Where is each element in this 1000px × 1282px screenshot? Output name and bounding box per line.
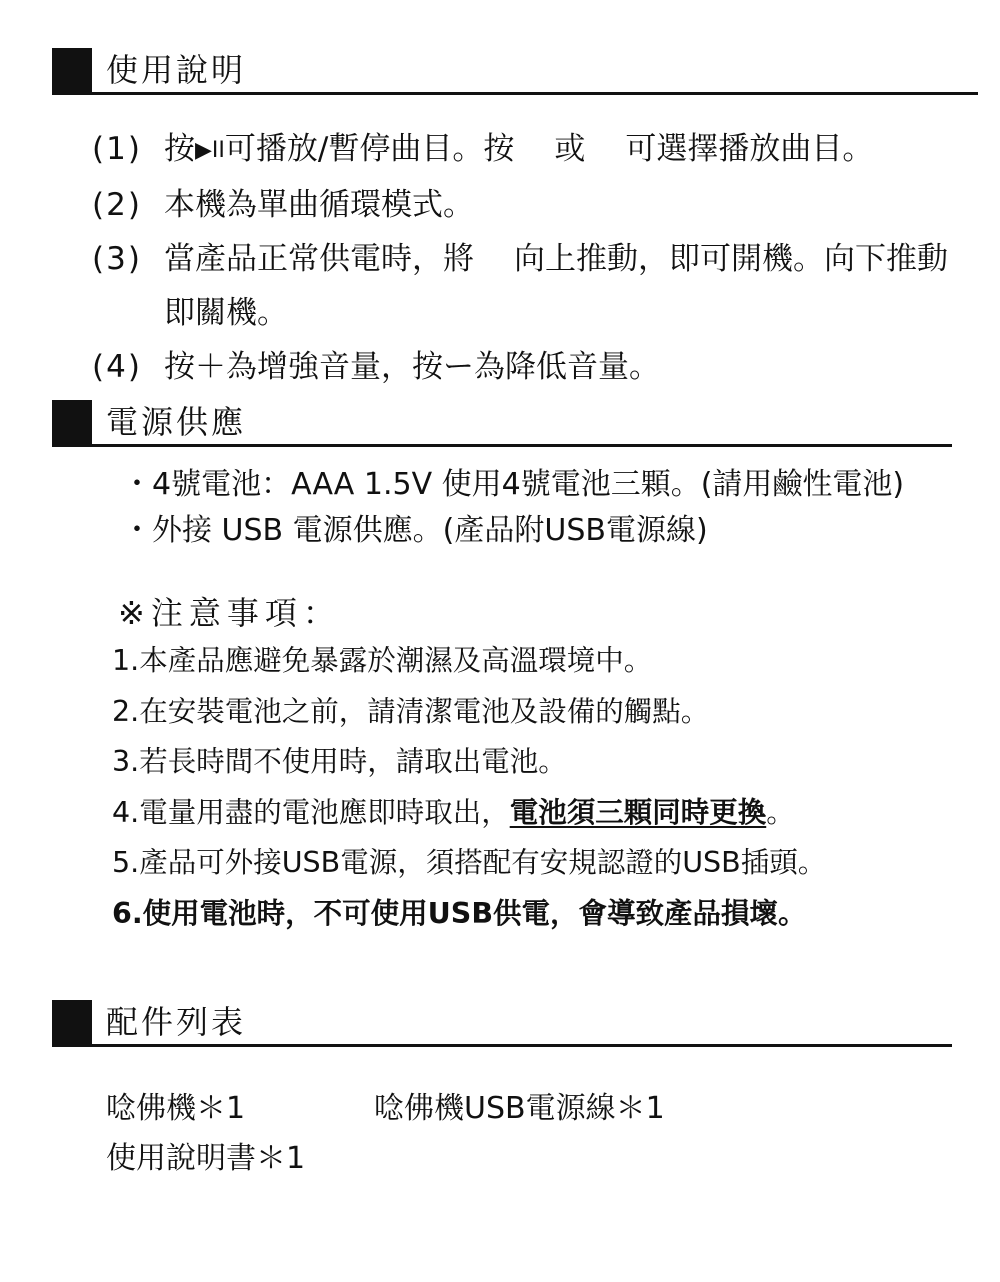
section-title-power: 電源供應: [106, 403, 247, 441]
section-marker: [52, 1000, 92, 1044]
usage-item-3: (3) 當產品正常供電時，將 向上推動，即可開機。向下推動即關機。: [92, 241, 948, 331]
play-pause-icon: ▶II: [195, 138, 225, 163]
section-marker: [52, 400, 92, 444]
power-item-battery: ・4號電池：AAA 1.5V 使用4號電池三顆。(請用鹼性電池): [122, 467, 905, 502]
notes-list: [112, 636, 972, 939]
note-item: 6.使用電池時，不可使用USB供電，會導致產品損壞。: [112, 896, 807, 930]
accessories-list: [106, 1084, 966, 1184]
power-item-usb: ・外接 USB 電源供應。(產品附USB電源線): [122, 513, 708, 548]
note-item: 1.本產品應避免暴露於潮濕及高溫環境中。: [112, 644, 653, 677]
note-emphasis: 電池須三顆同時更換: [509, 795, 767, 829]
accessory-item: 唸佛機USB電源線＊1: [374, 1091, 665, 1126]
notes-heading: ※注意事項：: [118, 594, 341, 632]
power-list: [122, 462, 904, 554]
usage-list: [92, 122, 972, 394]
accessory-item: 使用說明書＊1: [106, 1141, 306, 1176]
note-item: 5.產品可外接USB電源，須搭配有安規認證的USB插頭。: [112, 846, 827, 879]
note-item: 4.電量用盡的電池應即時取出，電池須三顆同時更換。: [112, 795, 795, 829]
section-header-accessories: [52, 1000, 952, 1047]
usage-item-2: (2) 本機為單曲循環模式。: [92, 187, 474, 223]
section-header-usage: [52, 48, 978, 95]
section-title-accessories: 配件列表: [106, 1003, 247, 1041]
section-header-power: [52, 400, 952, 447]
note-item: 2.在安裝電池之前，請清潔電池及設備的觸點。: [112, 694, 710, 728]
section-marker: [52, 48, 92, 92]
accessory-item: 唸佛機＊1: [106, 1091, 246, 1126]
usage-item-1: (1) 按▶II可播放/暫停曲目。按 或 可選擇播放曲目。: [92, 131, 874, 167]
note-item: 3.若長時間不使用時，請取出電池。: [112, 745, 567, 778]
section-title-usage: 使用說明: [106, 51, 247, 89]
usage-item-4: (4) 按＋為增強音量，按ー為降低音量。: [92, 349, 660, 385]
